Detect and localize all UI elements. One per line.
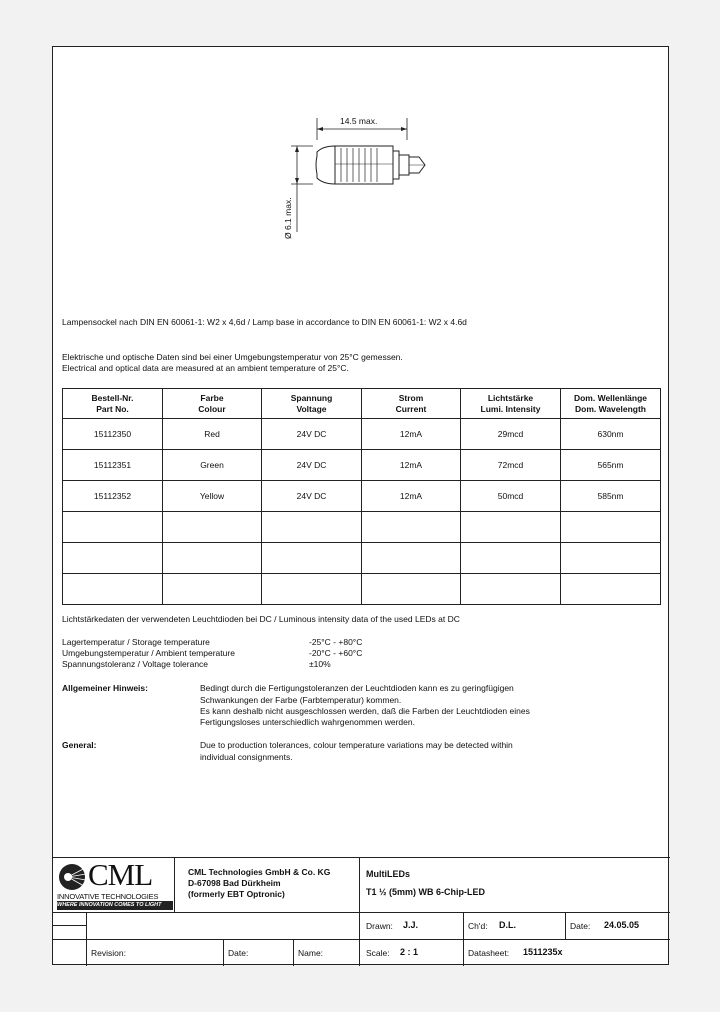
- table-cell: 12mA: [362, 481, 461, 512]
- general-note-en-line: individual consignments.: [200, 752, 293, 762]
- company-name: CML Technologies GmbH & Co. KG: [188, 867, 331, 877]
- table-cell: [461, 543, 561, 574]
- lamp-drawing: [273, 112, 473, 252]
- logo-subtitle: INNOVATIVE TECHNOLOGIES: [57, 892, 159, 901]
- general-note-de-line: Es kann deshalb nicht ausgeschlossen werden, daß die Farben der Leuchtdioden eines: [200, 706, 530, 716]
- table-header-row: [63, 389, 661, 419]
- logo-text: CML: [88, 857, 153, 892]
- table-row: [63, 481, 661, 512]
- table-cell: 15112350: [63, 419, 163, 450]
- table-cell: [561, 543, 661, 574]
- revision-date-label: Date:: [228, 948, 249, 958]
- table-cell: [461, 574, 561, 605]
- col-header-part: Bestell-Nr. Part No.: [63, 389, 163, 419]
- table-cell: Green: [163, 450, 262, 481]
- table-cell: 585nm: [561, 481, 661, 512]
- table-cell: 72mcd: [461, 450, 561, 481]
- table-cell: [163, 512, 262, 543]
- table-cell: 24V DC: [262, 481, 362, 512]
- lamp-base-text: Lampensockel nach DIN EN 60061-1: W2 x 4,6d / Lamp base in accordance to DIN EN 60061-1: W2 x 4.6d: [62, 317, 467, 327]
- scale-value: 2 : 1: [400, 947, 419, 957]
- table-cell: [461, 512, 561, 543]
- table-cell: Red: [163, 419, 262, 450]
- lamp-dome: [316, 146, 335, 184]
- general-note-en-label: General:: [62, 740, 97, 750]
- table-cell: 24V DC: [262, 450, 362, 481]
- table-cell: Yellow: [163, 481, 262, 512]
- general-note-en-line: Due to production tolerances, colour temperature variations may be detected within: [200, 740, 513, 750]
- lamp-body: [335, 146, 393, 184]
- datasheet-sheet: [52, 46, 669, 965]
- intensity-note: Lichtstärkedaten der verwendeten Leuchtdioden bei DC / Luminous intensity data of the used LEDs at DC: [62, 614, 460, 624]
- drawn-value: J.J.: [403, 920, 419, 930]
- table-cell: [362, 543, 461, 574]
- table-cell: [262, 574, 362, 605]
- table-cell: [63, 512, 163, 543]
- table-cell: [262, 512, 362, 543]
- datasheet-value: 1511235x: [523, 947, 563, 957]
- table-cell: 630nm: [561, 419, 661, 450]
- drawn-label: Drawn:: [366, 921, 393, 931]
- col-header-colour: Farbe Colour: [163, 389, 262, 419]
- spec-label-storage: Lagertemperatur / Storage temperature: [62, 637, 210, 647]
- table-row-empty: [63, 574, 661, 605]
- conditions-en: Electrical and optical data are measured at an ambient temperature of 25°C.: [62, 363, 349, 373]
- lamp-base-plug: [399, 155, 409, 175]
- spec-value-ambient: -20°C - +60°C: [309, 648, 363, 658]
- table-cell: [362, 512, 461, 543]
- spec-value-storage: -25°C - +80°C: [309, 637, 363, 647]
- table-cell: 565nm: [561, 450, 661, 481]
- spec-value-voltage-tolerance: ±10%: [309, 659, 331, 669]
- spec-label-voltage-tolerance: Spannungstoleranz / Voltage tolerance: [62, 659, 209, 669]
- table-cell: 50mcd: [461, 481, 561, 512]
- table-cell: [561, 512, 661, 543]
- table-cell: 15112352: [63, 481, 163, 512]
- col-header-intensity: Lichtstärke Lumi. Intensity: [461, 389, 561, 419]
- logo-tagline: WHERE INNOVATION COMES TO LIGHT: [57, 901, 173, 910]
- table-row: [63, 450, 661, 481]
- company-former: (formerly EBT Optronic): [188, 889, 285, 899]
- checked-value: D.L.: [499, 920, 516, 930]
- table-cell: 15112351: [63, 450, 163, 481]
- table-cell: 24V DC: [262, 419, 362, 450]
- table-cell: [63, 574, 163, 605]
- col-header-current: Strom Current: [362, 389, 461, 419]
- date-value: 24.05.05: [604, 920, 640, 930]
- lamp-base-collar: [393, 151, 399, 179]
- led-data-table: [62, 388, 661, 605]
- dim-diameter-label: Ø 6.1 max.: [283, 197, 293, 239]
- logo-burst-icon: [57, 861, 87, 893]
- general-note-de-line: Fertigungsloses unterschiedlich wahrgenommen werden.: [200, 717, 415, 727]
- spec-label-ambient: Umgebungstemperatur / Ambient temperature: [62, 648, 235, 658]
- col-header-voltage: Spannung Voltage: [262, 389, 362, 419]
- table-cell: 12mA: [362, 419, 461, 450]
- table-cell: [262, 543, 362, 574]
- table-cell: 29mcd: [461, 419, 561, 450]
- product-description: T1 ½ (5mm) WB 6-Chip-LED: [366, 887, 486, 897]
- table-cell: [163, 543, 262, 574]
- date-label: Date:: [570, 921, 591, 931]
- table-cell: 12mA: [362, 450, 461, 481]
- datasheet-label: Datasheet:: [468, 948, 510, 958]
- table-cell: [561, 574, 661, 605]
- checked-label: Ch'd:: [468, 921, 488, 931]
- conditions-de: Elektrische und optische Daten sind bei einer Umgebungstemperatur von 25°C gemessen.: [62, 352, 403, 362]
- table-cell: [163, 574, 262, 605]
- scale-label: Scale:: [366, 948, 390, 958]
- table-row: [63, 419, 661, 450]
- table-row-empty: [63, 543, 661, 574]
- general-note-de-line: Schwankungen der Farbe (Farbtemperatur) kommen.: [200, 695, 402, 705]
- general-note-de-label: Allgemeiner Hinweis:: [62, 683, 148, 693]
- product-family: MultiLEDs: [366, 869, 410, 879]
- table-cell: [362, 574, 461, 605]
- general-note-de-line: Bedingt durch die Fertigungstoleranzen der Leuchtdioden kann es zu geringfügigen: [200, 683, 514, 693]
- cml-logo: [57, 857, 169, 909]
- dim-length-label: 14.5 max.: [340, 116, 378, 126]
- table-cell: [63, 543, 163, 574]
- revision-label: Revision:: [91, 948, 126, 958]
- revision-name-label: Name:: [298, 948, 324, 958]
- col-header-wavelength: Dom. Wellenlänge Dom. Wavelength: [561, 389, 661, 419]
- company-address: D-67098 Bad Dürkheim: [188, 878, 281, 888]
- table-row-empty: [63, 512, 661, 543]
